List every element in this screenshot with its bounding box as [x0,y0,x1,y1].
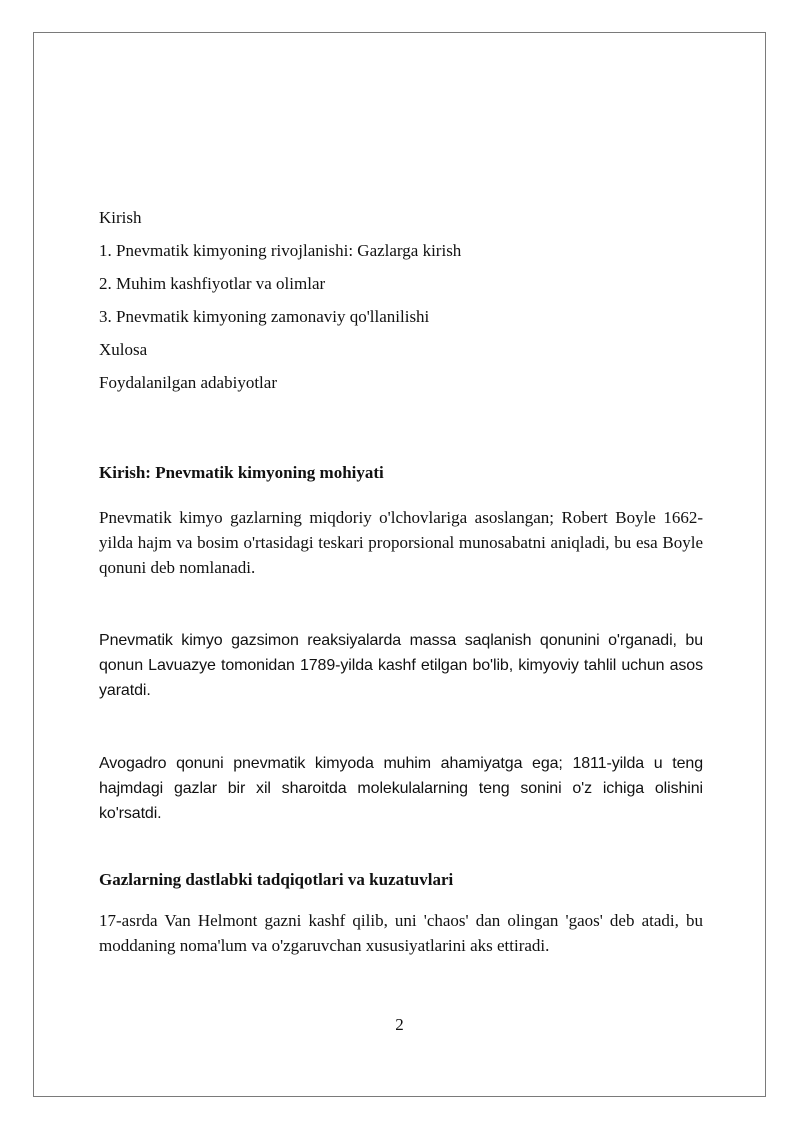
toc-item-1: 1. Pnevmatik kimyoning rivojlanishi: Gazlarga kirish [99,241,462,260]
section-heading-early-research: Gazlarning dastlabki tadqiqotlari va kuzatuvlari [99,870,454,889]
paragraph-avogadro: Avogadro qonuni pnevmatik kimyoda muhim ahamiyatga ega; 1811-yilda u teng hajmdagi gazlar bir xil sharoitda molekulalarning teng sonini o'z ichiga olishini ko'rsatdi. [99,755,703,822]
document-page [33,32,766,1097]
section-heading-intro: Kirish: Pnevmatik kimyoning mohiyati [99,463,384,482]
toc-item-2: 2. Muhim kashfiyotlar va olimlar [99,274,326,293]
toc-item-3: 3. Pnevmatik kimyoning zamonaviy qo'llanilishi [99,307,430,326]
paragraph-boyle: Pnevmatik kimyo gazlarning miqdoriy o'lchovlariga asoslangan; Robert Boyle 1662-yilda hajm va bosim o'rtasidagi teskari proporsional munosabatni aniqladi, bu esa Boyle qonuni deb nomlanadi. [99,508,703,577]
table-of-contents [99,201,703,399]
toc-item-intro: Kirish [99,208,142,227]
page-number: 2 [395,1015,404,1034]
toc-item-references: Foydalanilgan adabiyotlar [99,373,277,392]
toc-item-conclusion: Xulosa [99,340,148,359]
page-content [99,201,703,958]
paragraph-van-helmont: 17-asrda Van Helmont gazni kashf qilib, uni 'chaos' dan olingan 'gaos' deb atadi, bu moddaning noma'lum va o'zgaruvchan xususiyatlarini aks ettiradi. [99,911,703,955]
paragraph-lavoisier: Pnevmatik kimyo gazsimon reaksiyalarda massa saqlanish qonunini o'rganadi, bu qonun Lavuazye tomonidan 1789-yilda kashf etilgan bo'lib, kimyoviy tahlil uchun asos yaratdi. [99,632,703,699]
